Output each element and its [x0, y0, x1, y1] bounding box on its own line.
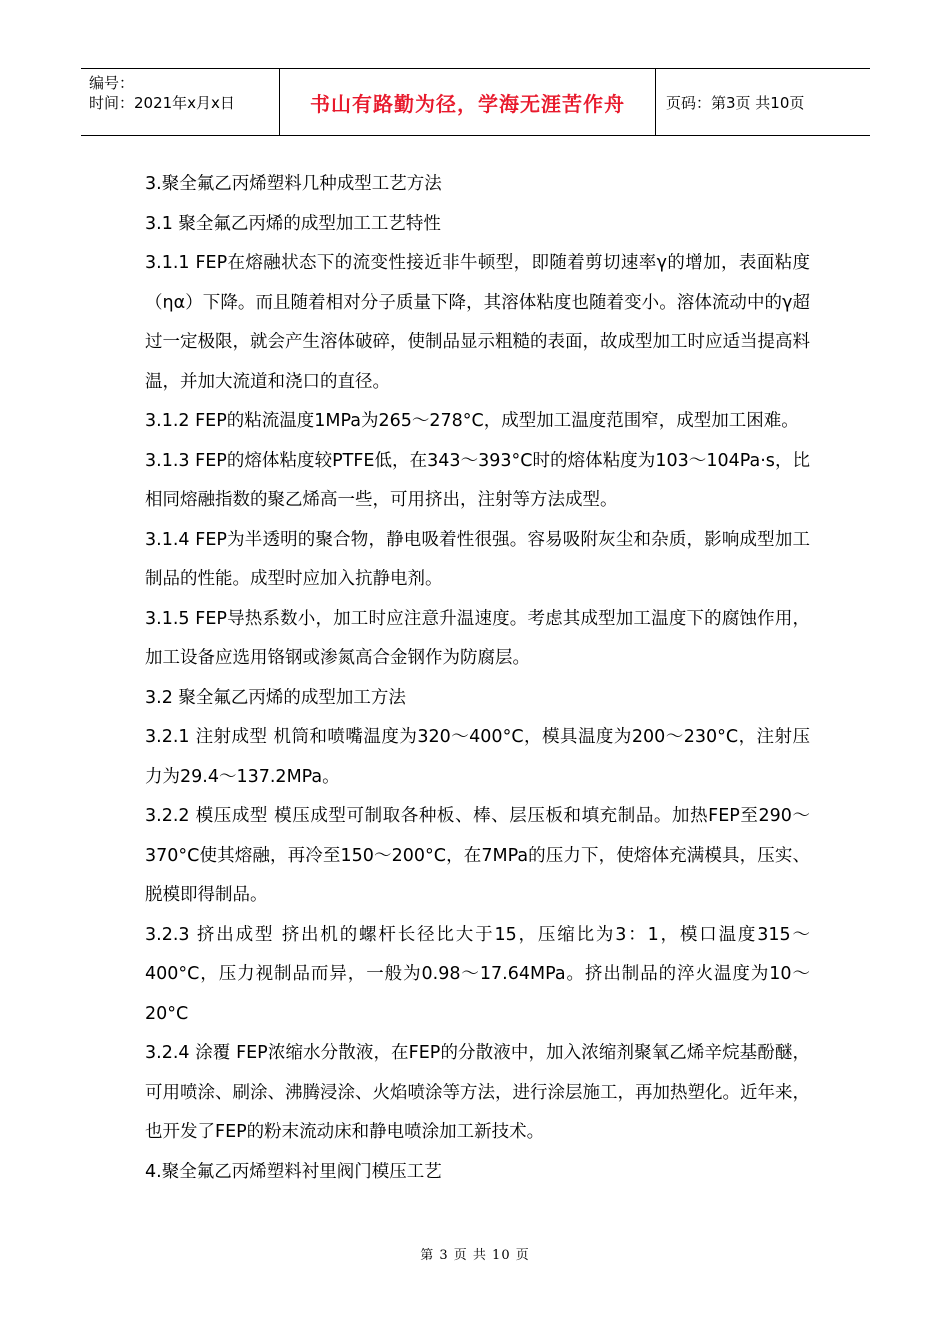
header-page-code: 页码：第3页 共10页: [666, 93, 805, 112]
document-number-label: 编号：: [89, 74, 135, 92]
section-heading-3-2: 3.2 聚全氟乙丙烯的成型加工方法: [145, 687, 406, 708]
paragraph-3-2-2: 3.2.2 模压成型 模压成型可制取各种板、棒、层压板和填充制品。加热FEP至290～370°C使其熔融，再冷至150～200°C，在7MPa的压力下，使熔体充满模具，压实、脱模即得制品。: [145, 806, 810, 905]
section-heading-4: 4.聚全氟乙丙烯塑料衬里阀门模压工艺: [145, 1161, 442, 1182]
section-heading-3: 3.聚全氟乙丙烯塑料几种成型工艺方法: [145, 174, 442, 194]
paragraph-3-1-4: 3.1.4 FEP为半透明的聚合物，静电吸着性很强。容易吸附灰尘和杂质，影响成型加工制品的性能。成型时应加入抗静电剂。: [145, 529, 810, 589]
paragraph-3-2-4: 3.2.4 涂覆 FEP浓缩水分散液，在FEP的分散液中，加入浓缩剂聚氧乙烯辛烷基酚醚，可用喷涂、刷涂、沸腾浸涂、火焰喷涂等方法，进行涂层施工，再加热塑化。近年来，也开发了FEP的粉末流动床和静电喷涂加工新技术。: [145, 1043, 810, 1142]
paragraph-3-2-1: 3.2.1 注射成型 机筒和喷嘴温度为320～400°C，模具温度为200～230°C，注射压力为29.4～137.2MPa。: [145, 727, 810, 787]
header-motto: 书山有路勤为径，学海无涯苦作舟: [280, 69, 656, 135]
header-table: [81, 68, 870, 136]
section-heading-3-1: 3.1 聚全氟乙丙烯的成型加工工艺特性: [145, 213, 441, 234]
document-body: [145, 165, 810, 1192]
paragraph-3-2-3: 3.2.3 挤出成型 挤出机的螺杆长径比大于15，压缩比为3：1，模口温度315～400°C，压力视制品而异，一般为0.98～17.64MPa。挤出制品的淬火温度为10～20°C: [145, 924, 810, 1024]
header-left-cell: [81, 69, 280, 135]
document-date: 时间：2021年x月x日: [89, 94, 235, 112]
page-footer: 第 3 页 共 10 页: [420, 1248, 530, 1263]
paragraph-3-1-5: 3.1.5 FEP导热系数小，加工时应注意升温速度。考虑其成型加工温度下的腐蚀作用，加工设备应选用铬钢或渗氮高合金钢作为防腐层。: [145, 608, 810, 668]
paragraph-3-1-2: 3.1.2 FEP的粘流温度1MPa为265～278°C，成型加工温度范围窄，成型加工困难。: [145, 411, 799, 431]
paragraph-3-1-1: 3.1.1 FEP在熔融状态下的流变性接近非牛顿型，即随着剪切速率γ的增加，表面粘度（ηα）下降。而且随着相对分子质量下降，其溶体粘度也随着变小。溶体流动中的γ超过一定极限，就会产生溶体破碎，使制品显示粗糙的表面，故成型加工时应适当提高料温，并加大流道和浇口的直径。: [145, 253, 810, 392]
paragraph-3-1-3: 3.1.3 FEP的熔体粘度较PTFE低，在343～393°C时的熔体粘度为103～104Pa·s，比相同熔融指数的聚乙烯高一些，可用挤出，注射等方法成型。: [145, 450, 810, 510]
